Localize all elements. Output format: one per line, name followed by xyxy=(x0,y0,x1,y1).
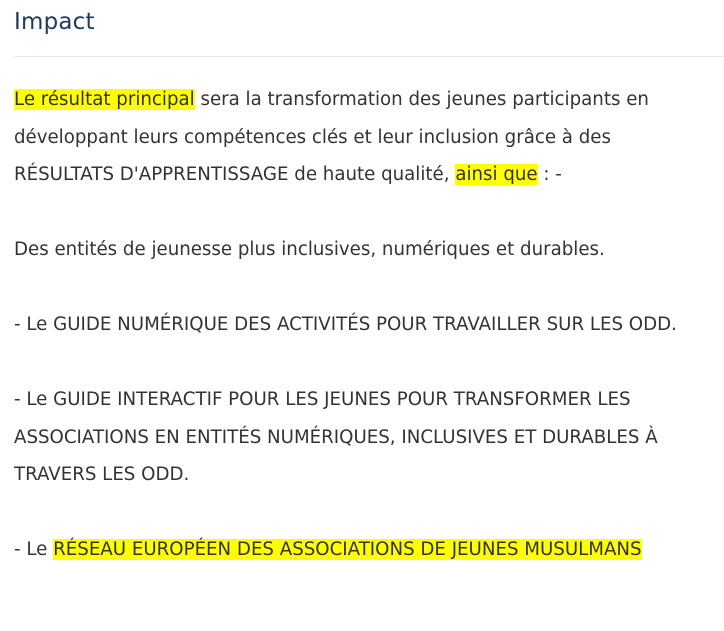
spacer xyxy=(14,494,710,532)
heading-divider xyxy=(14,56,724,57)
spacer xyxy=(14,269,710,307)
spacer xyxy=(14,194,710,232)
paragraph-interactive-guide: - Le GUIDE INTERACTIF POUR LES JEUNES POUR TRANSFORMER LES ASSOCIATIONS EN ENTITÉS NUMÉRIQUES, INCLUSIVES ET DURABLES À TRAVERS LES ODD. xyxy=(14,389,658,485)
paragraph-network xyxy=(14,531,710,569)
paragraph-main-result-tail: : - xyxy=(537,164,562,185)
impact-body xyxy=(14,81,710,569)
paragraph-main-result-text: sera la transformation des jeunes participants en développant leurs compétences clés et leur inclusion grâce à des RÉSULTATS D'APPRENTISSAGE de haute qualité, xyxy=(14,89,649,185)
highlight-network: RÉSEAU EUROPÉEN DES ASSOCIATIONS DE JEUNES MUSULMANS xyxy=(53,539,642,560)
paragraph-entities: Des entités de jeunesse plus inclusives, numériques et durables. xyxy=(14,239,605,260)
highlight-main-result: Le résultat principal xyxy=(14,89,195,110)
highlight-ainsi-que: ainsi que xyxy=(455,164,538,185)
spacer xyxy=(14,344,710,382)
paragraph-network-prefix: - Le xyxy=(14,539,54,560)
paragraph-main-result xyxy=(14,81,710,194)
section-heading: Impact xyxy=(14,9,95,35)
paragraph-digital-guide: - Le GUIDE NUMÉRIQUE DES ACTIVITÉS POUR TRAVAILLER SUR LES ODD. xyxy=(14,314,677,335)
